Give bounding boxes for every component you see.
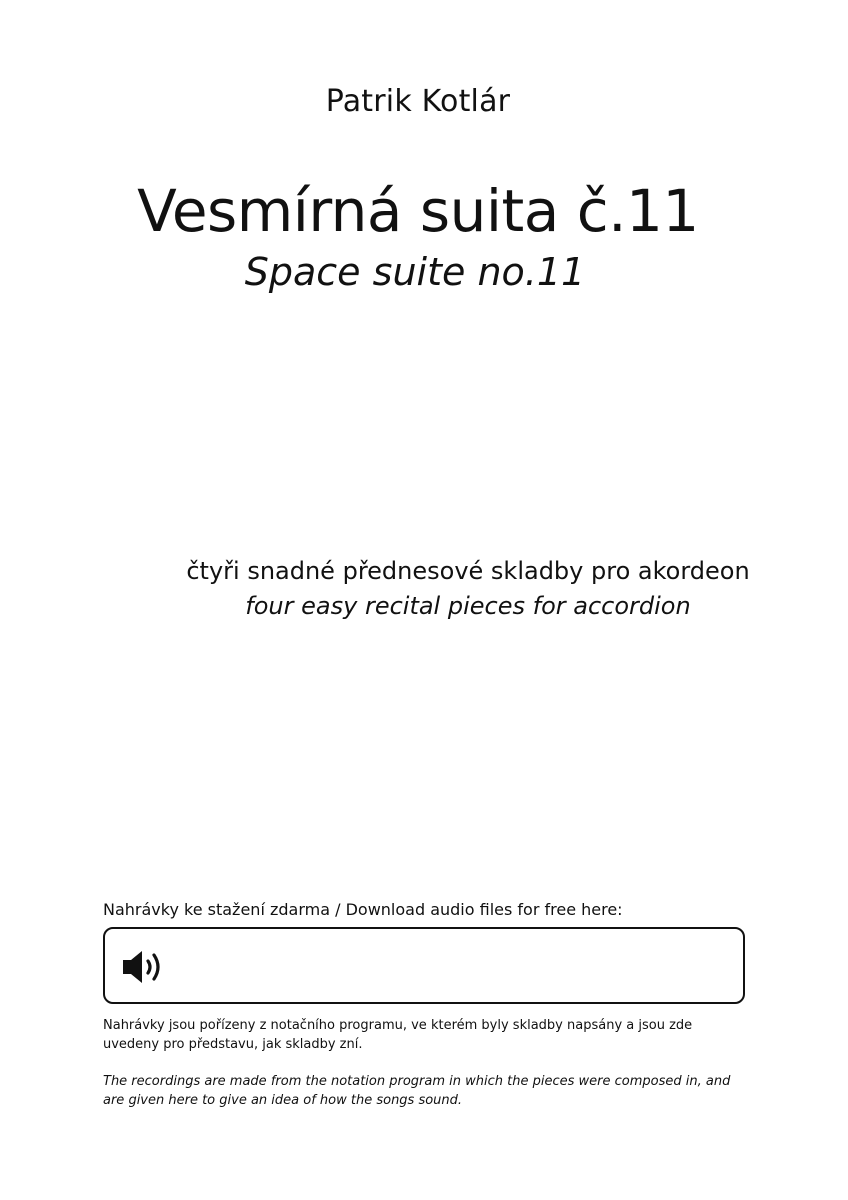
download-label: Nahrávky ke stažení zdarma / Download audio files for free here: [103,900,623,919]
recording-note-english: The recordings are made from the notation program in which the pieces were composed in, and are given here to give an idea of how the songs sound. [103,1074,731,1108]
title-czech: Vesmírná suita č.11 [137,177,699,245]
recording-note-czech: Nahrávky jsou pořízeny z notačního programu, ve kterém byly skladby napsány a jsou zde uvedeny pro představu, jak skladby zní. [103,1018,693,1052]
title-english: Space suite no.11 [244,250,586,294]
audio-player-box[interactable] [103,927,745,1004]
author-name: Patrik Kotlár [325,84,511,119]
subtitle-english: four easy recital pieces for accordion [245,592,691,620]
speaker-icon[interactable] [122,949,168,985]
subtitle-czech: čtyři snadné přednesové skladby pro akordeon [186,557,750,585]
